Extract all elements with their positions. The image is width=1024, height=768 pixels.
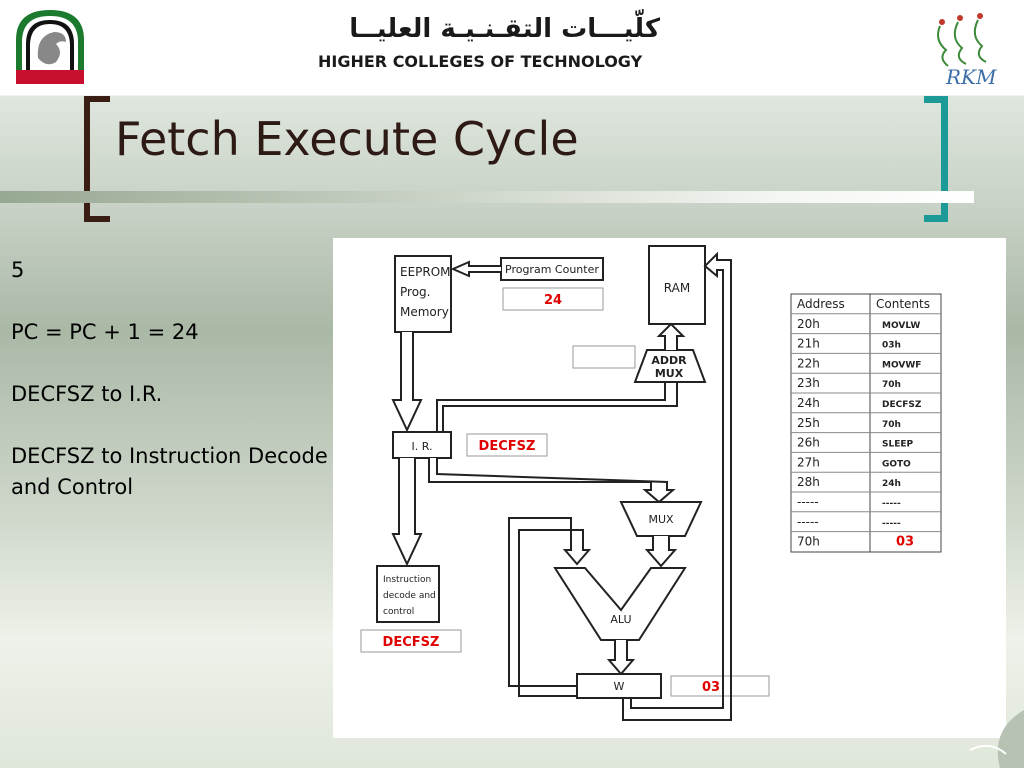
table-cell-contents: MOVLW: [882, 320, 921, 331]
corner-decoration-icon: [960, 630, 1024, 768]
addrmux-to-ram-arrow: [659, 324, 683, 350]
memory-table: [791, 294, 941, 552]
table-cell-address: 70h: [797, 534, 820, 549]
table-cell-contents: SLEEP: [882, 439, 914, 450]
header-banner: [0, 0, 1024, 95]
eeprom-label-1: EEPROM: [400, 265, 451, 279]
slide-title: Fetch Execute Cycle: [115, 112, 579, 166]
table-cell-contents: 70h: [882, 419, 901, 430]
ir-to-addrmux-line: [437, 382, 677, 432]
eeprom-label-2: Prog.: [400, 285, 431, 299]
rkm-logo-text: RKM: [946, 65, 997, 88]
table-cell-address: 27h: [797, 455, 820, 470]
title-rule: [0, 191, 974, 203]
table-cell-contents: MOVWF: [882, 360, 922, 371]
alu-to-w-arrow: [609, 640, 633, 674]
bullet-decode: DECFSZ to Instruction Decode and Control: [11, 444, 328, 499]
ir-label: I. R.: [411, 440, 433, 453]
table-header-address: Address: [797, 297, 845, 311]
table-cell-contents: 03h: [882, 340, 901, 351]
table-cell-contents: 24h: [882, 479, 901, 490]
w-value: 03: [701, 680, 721, 695]
college-english-name: HIGHER COLLEGES OF TECHNOLOGY: [318, 52, 643, 71]
table-header-contents: Contents: [876, 297, 930, 311]
pc-to-eeprom-arrow: [453, 262, 501, 276]
table-cell-address: 23h: [797, 376, 820, 391]
title-bracket-right: [924, 96, 948, 222]
mux-to-alu-arrow: [647, 536, 675, 566]
table-cell-address: 25h: [797, 415, 820, 430]
table-cell-contents: GOTO: [882, 459, 911, 470]
addr-mux-label-1: ADDR: [651, 354, 687, 367]
decode-value: DECFSZ: [382, 635, 440, 650]
college-logo-icon: [10, 6, 90, 86]
rkm-bird-logo-icon: [928, 6, 1018, 88]
table-cell-contents: 03: [895, 534, 915, 550]
table-cell-address: 22h: [797, 356, 820, 371]
bullet-list: [11, 255, 331, 534]
w-label: W: [613, 680, 625, 693]
table-cell-contents: -----: [882, 499, 901, 509]
table-cell-address: -----: [797, 495, 819, 509]
ir-to-decode-arrow: [393, 458, 421, 564]
table-cell-address: 24h: [797, 396, 820, 410]
cpu-block-diagram: [333, 238, 1006, 738]
eeprom-label-3: Memory: [400, 305, 449, 319]
table-cell-address: 20h: [797, 316, 820, 331]
bullet-pc-increment: PC = PC + 1 = 24: [11, 320, 199, 344]
ram-label: RAM: [663, 281, 691, 295]
w-feedback-loop: [509, 518, 589, 696]
table-cell-address: 26h: [797, 435, 820, 450]
ir-to-mux-arrow: [429, 458, 673, 502]
table-cell-contents: 70h: [882, 380, 901, 391]
mux-label: MUX: [648, 513, 674, 526]
pc-value: 24: [543, 293, 563, 308]
table-cell-address: 21h: [797, 336, 820, 351]
addr-mux-label-2: MUX: [654, 367, 684, 380]
ir-value: DECFSZ: [478, 439, 536, 454]
alu-label: ALU: [610, 613, 632, 626]
program-counter-label: Program Counter: [505, 263, 599, 276]
college-arabic-name: كلّيـــات التقـنـيـة العليــا: [349, 14, 660, 44]
bullet-step: 5: [11, 258, 25, 282]
table-cell-address: -----: [797, 514, 819, 529]
addr-value-box: [573, 346, 635, 368]
table-cell-address: 28h: [797, 475, 820, 490]
alu-block: [555, 568, 685, 640]
decode-label-3: control: [383, 607, 415, 617]
table-cell-contents: DECFSZ: [882, 400, 922, 410]
title-bracket-left: [84, 96, 110, 222]
table-cell-contents: -----: [882, 518, 901, 529]
bullet-load-ir: DECFSZ to I.R.: [11, 382, 163, 406]
decode-label-1: Instruction: [383, 575, 432, 585]
decode-label-2: decode and: [383, 591, 436, 601]
eeprom-to-ir-arrow: [393, 332, 421, 430]
